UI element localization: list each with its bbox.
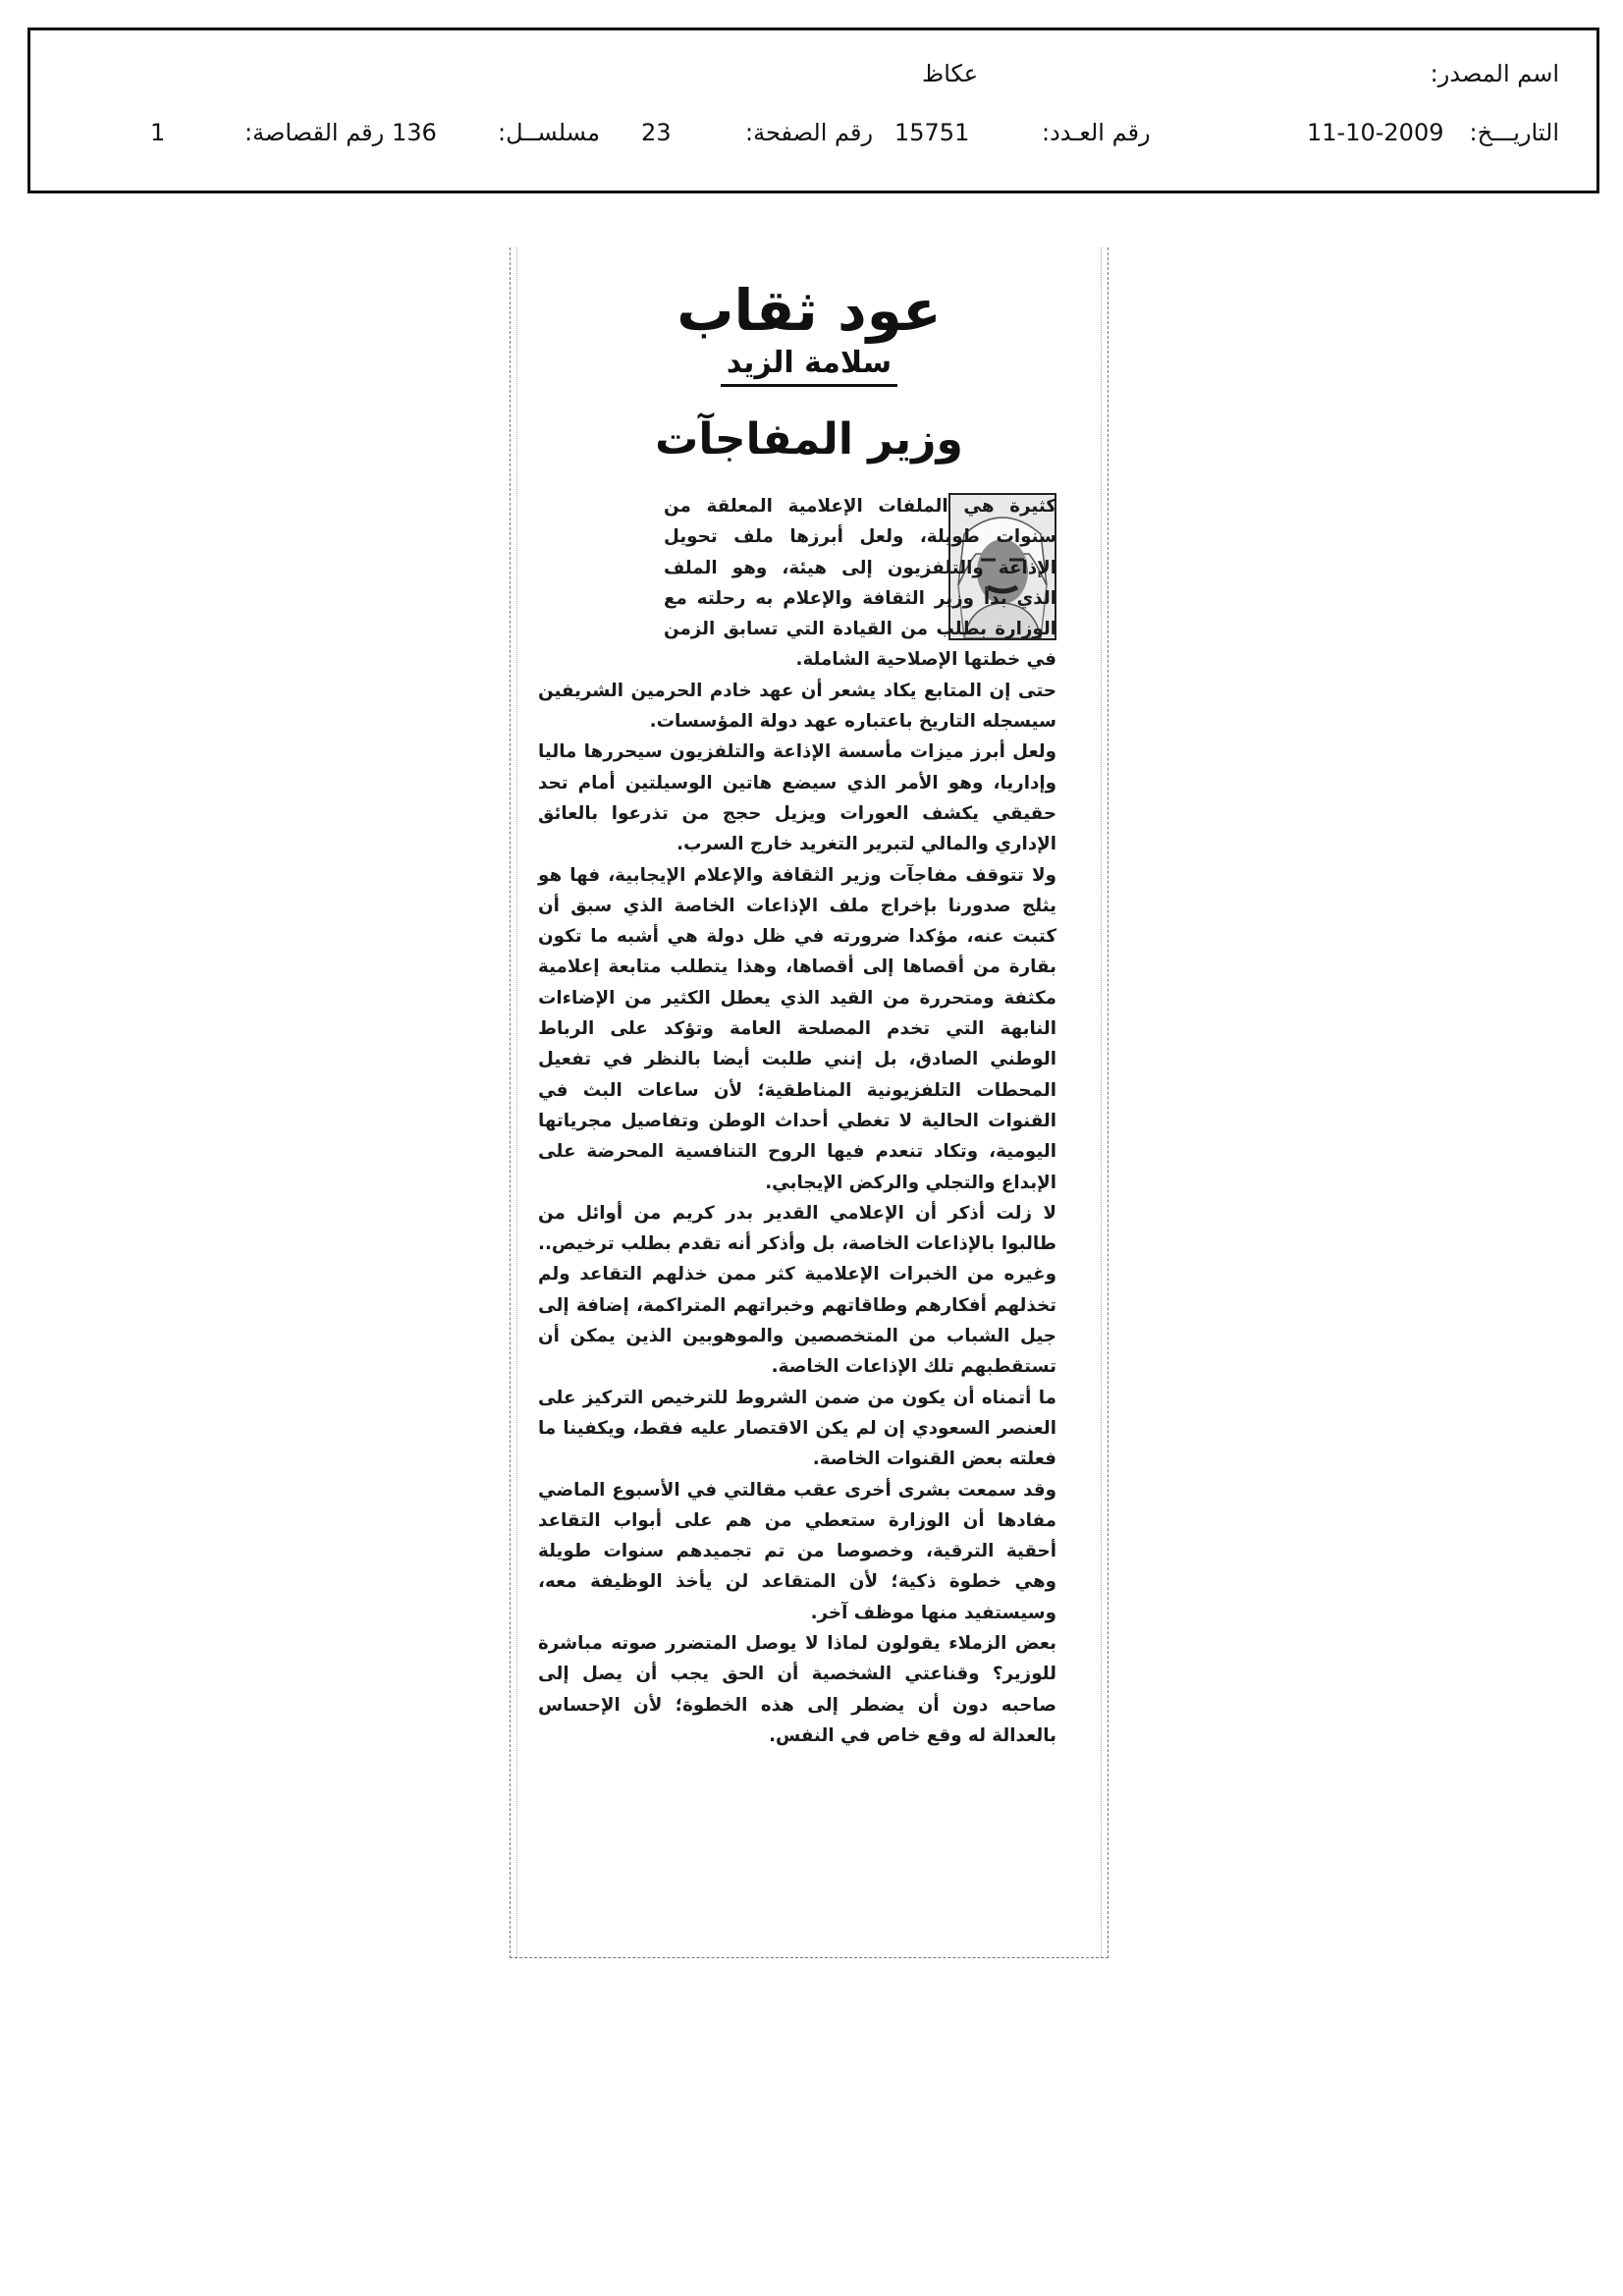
column-title: عود ثقاب <box>676 277 942 344</box>
paragraph-4: ولا تتوقف مفاجآت وزير الثقافة والإعلام الإيجابية، فها هو يثلج صدورنا بإخراج ملف الإذاعات الخاصة الذي سبق أن كتبت عنه، مؤكدا ضرورته في ظل دولة هي أشبه ما تكون بقارة من أقصاها إلى أقصاها، وهذا يتطلب متابعة إعلامية مكثفة ومتحررة من القيد الذي يعطل الكثير من الإضاءات النابهة التي تخدم المصلحة العامة وتؤكد على الرباط الوطني الصادق، بل إنني طلبت أيضا بالنظر في تفعيل المحطات التلفزيونية المناطقية؛ لأن ساعات البث في القنوات الحالية لا تغطي أحداث الوطن وتفاصيل مجرياتها اليومية، وتكاد تنعدم فيها الروح التنافسية المحرضة على الإبداع والتجلي والركض الإيجابي. <box>538 864 1056 1193</box>
clip-number-value: 1 <box>150 119 166 146</box>
source-name: عكاظ <box>922 60 979 87</box>
paragraph-2: حتى إن المتابع يكاد يشعر أن عهد خادم الحرمين الشريفين سيسجله التاريخ باعتباره عهد دولة المؤسسات. <box>538 680 1056 733</box>
issue-value: 15751 <box>894 119 970 146</box>
serial-label: مسلســل: <box>498 119 600 146</box>
clipping-header <box>27 27 1599 193</box>
page-label: رقم الصفحة: <box>745 119 874 146</box>
article-body <box>538 491 1056 1751</box>
author-name: سلامة الزيد <box>721 346 897 387</box>
issue-label: رقم العـدد: <box>1042 119 1151 146</box>
paragraph-8: بعض الزملاء يقولون لماذا لا يوصل المتضرر صوته مباشرة للوزير؟ وقناعتي الشخصية أن الحق يجب أن يصل إلى صاحبه دون أن يضطر إلى هذه الخطوة؛ لأن الإحساس بالعدالة له وقع خاص في النفس. <box>538 1632 1056 1746</box>
date-value: 11-10-2009 <box>1307 119 1444 146</box>
serial-value: 136 <box>392 119 437 146</box>
paragraph-5: لا زلت أذكر أن الإعلامي القدير بدر كريم من أوائل من طالبوا بالإذاعات الخاصة، بل وأذكر أنه تقدم بطلب ترخيص.. وغيره من الخبرات الإعلامية كثر ممن خذلهم التقاعد ولم تخذلهم أفكارهم وطاقاتهم وخبراتهم المتراكمة، إضافة إلى جيل الشباب من المتخصصين والموهوبين الذين يمكن أن تستقطبهم تلك الإذاعات الخاصة. <box>538 1202 1056 1378</box>
clip-number-label: رقم القصاصة: <box>244 119 385 146</box>
paragraph-1: كثيرة هي الملفات الإعلامية المعلقة من سنوات طويلة، ولعل أبرزها ملف تحويل الإذاعة والتلفزيون إلى هيئة، وهو الملف الذي بدأ وزير الثقافة والإعلام به رحلته مع الوزارة بطلب من القيادة التي تسابق الزمن في خطتها الإصلاحية الشاملة. <box>664 496 1056 671</box>
source-label: اسم المصدر: <box>1430 60 1559 87</box>
article-clipping <box>510 247 1109 1958</box>
page-value: 23 <box>641 119 672 146</box>
paragraph-3: ولعل أبرز ميزات مأسسة الإذاعة والتلفزيون سيحررها ماليا وإداريا، وهو الأمر الذي سيضع هاتين الوسيلتين أمام تحد حقيقي يكشف العورات ويزيل حجج من تذرعوا بالعائق الإداري والمالي لتبرير التغريد خارج السرب. <box>538 741 1056 855</box>
author-byline <box>511 346 1108 387</box>
article-headline: وزير المفاجآت <box>655 414 963 465</box>
paragraph-7: وقد سمعت بشرى أخرى عقب مقالتي في الأسبوع الماضي مفادها أن الوزارة ستعطي من هم على أبواب التقاعد أحقية الترقية، وخصوصا من تم تجميدهم سنوات طويلة وهي خطوة ذكية؛ لأن المتقاعد لن يأخذ الوظيفة معه، وسيستفيد منها موظف آخر. <box>538 1479 1056 1623</box>
date-label: التاريـــخ: <box>1469 119 1559 146</box>
paragraph-6: ما أتمناه أن يكون من ضمن الشروط للترخيص التركيز على العنصر السعودي إن لم يكن الاقتصار عليه فقط، ويكفينا ما فعلته بعض القنوات الخاصة. <box>538 1387 1056 1470</box>
